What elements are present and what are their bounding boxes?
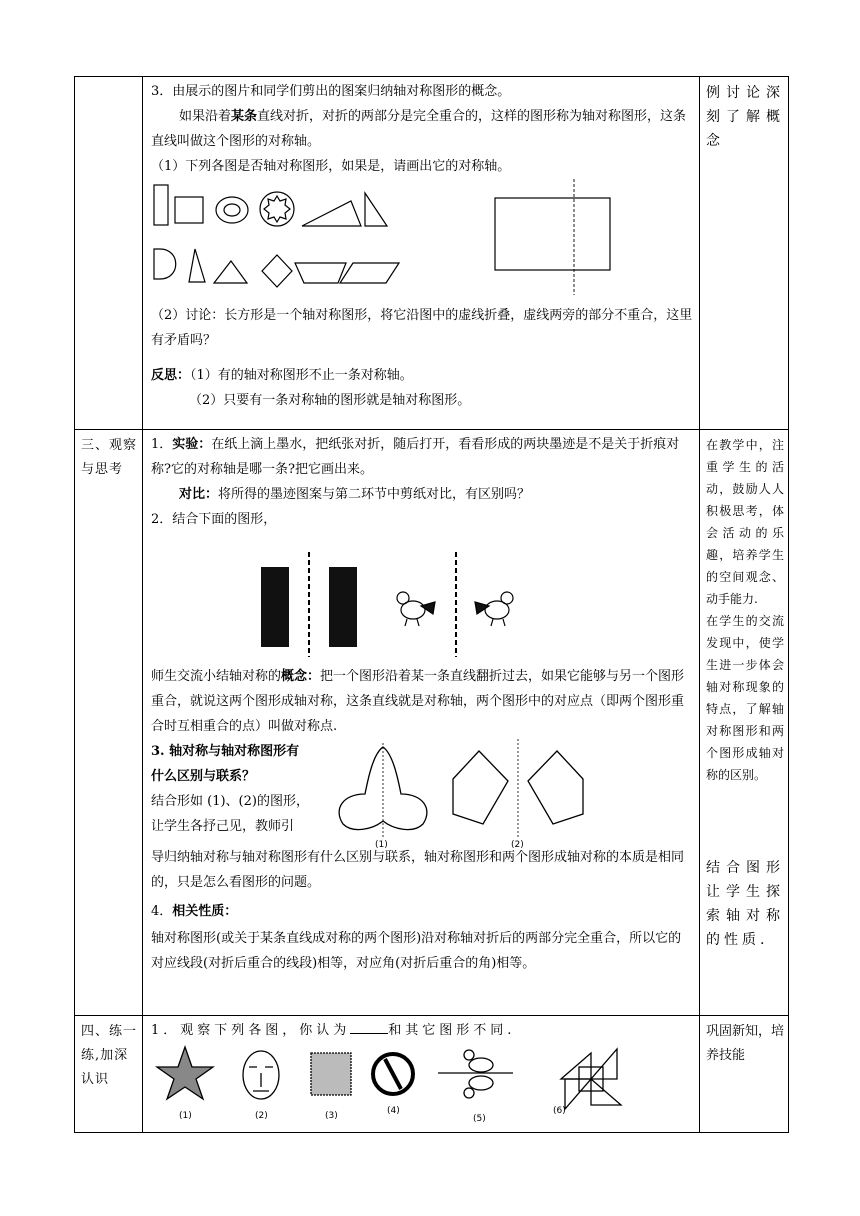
- exercise-figures: [151, 1043, 691, 1125]
- trapezoid-shape: [295, 263, 346, 283]
- note-cell: 在教学中，注重学生的活动，鼓励人人积极思考，体会活动的乐趣，培养学生的空间观念、动手能力. 在学生的交流发现中，使学生进一步体会轴对称现象的特点，了解轴对称图形和两个图形成轴对称的区别。 结合图形让学生探索轴对称的性质.: [700, 430, 789, 1016]
- stage-cell: [75, 77, 143, 430]
- rectangle-with-dashed-line: [495, 198, 610, 270]
- pinwheel-icon: [561, 1049, 621, 1109]
- fig-label: (2): [255, 1111, 268, 1121]
- fig-label-1: (1): [375, 840, 388, 849]
- content-cell: [143, 430, 700, 1016]
- note-cell: 例讨论深刻了解概念: [700, 77, 789, 430]
- item3-block: 3. 轴对称与轴对称图形有 什么区别与联系？ 结合形如 (1)、(2)的图形， 让学生各抒己见，教师引 (1) (2): [151, 739, 693, 845]
- reflection-1: 反思：（1）有的轴对称图形不止一条对称轴。: [151, 368, 413, 383]
- fig-label-2: (2): [511, 840, 524, 849]
- lesson-plan-table: [74, 76, 789, 1133]
- table-row: [75, 430, 789, 1016]
- item4-text: 轴对称图形(或关于某条直线成对称的两个图形)沿对称轴对折后的两部分完全重合，所以它的对应线段(对折后重合的线段)相等，对应角(对折后重合的角)相等。: [151, 931, 682, 971]
- square-shape: [175, 197, 203, 223]
- equilateral-triangle-shape: [214, 261, 247, 283]
- note-cell: 巩固新知，培养技能: [700, 1016, 789, 1133]
- d-shape: [154, 249, 176, 279]
- content-cell: [143, 1016, 700, 1133]
- item3-conclusion: 导归纳轴对称与轴对称图形有什么区别与联系，轴对称图形和两个图形成轴对称的本质是相同的，只是怎么看图形的问题。: [151, 850, 685, 890]
- content-cell: [143, 77, 700, 430]
- isosceles-triangle-shape: [189, 249, 205, 282]
- tall-rectangle-shape: [154, 185, 168, 225]
- ink-blot-left: [261, 567, 289, 647]
- fig-label: (3): [325, 1111, 338, 1121]
- experiment-text: 1．实验：在纸上滴上墨水，把纸张对折，随后打开，看看形成的两块墨迹是不是关于折痕对称?它的对称轴是哪一条?把它画出来。: [151, 437, 680, 477]
- ink-blot-right: [329, 567, 357, 647]
- quad-left-shape: [453, 751, 508, 824]
- stage-cell: 四、练一练,加深认识: [75, 1016, 143, 1133]
- exercise-question: 1．观察下列各图，你认为 和其它图形不同.: [151, 1023, 516, 1038]
- bird-left-icon: [397, 592, 435, 626]
- quad-right-shape: [528, 751, 583, 824]
- shapes-figure: [151, 179, 691, 299]
- fig-label: (1): [179, 1111, 192, 1121]
- obtuse-triangle-shape: [302, 201, 361, 226]
- star-icon: [157, 1047, 213, 1099]
- question-1: （1）下列各图是否轴对称图形，如果是，请画出它的对称轴。: [151, 159, 511, 174]
- parallelogram-shape: [340, 263, 399, 283]
- fig-label: (5): [473, 1114, 486, 1124]
- question-2: （2）讨论：长方形是一个轴对称图形，将它沿图中的虚线折叠，虚线两旁的部分不重合，这里有矛盾吗？: [151, 308, 693, 348]
- reflection-2: （2）只要有一条对称轴的图形就是轴对称图形。: [189, 393, 471, 408]
- symmetry-figure: [333, 739, 613, 849]
- table-row: [75, 1016, 789, 1133]
- ink-blot-figure: [151, 532, 691, 662]
- rhombus-shape: [262, 255, 292, 287]
- fig-label: (4): [387, 1106, 400, 1116]
- item3-title: 3．由展示的图片和同学们剪出的图案归纳轴对称图形的概念。: [151, 84, 511, 99]
- right-triangle-shape: [365, 193, 387, 226]
- stage-cell: 三、观察与思考: [75, 430, 143, 1016]
- noise-square-icon: [311, 1053, 351, 1095]
- ring-shape: [216, 197, 248, 223]
- compare-text: 对比：将所得的墨迹图案与第二环节中剪纸对比，有区别吗？: [179, 487, 531, 502]
- fig-label: (6): [553, 1106, 566, 1116]
- duck-reflection-icon: [438, 1050, 513, 1098]
- item4-title: 4．相关性质：: [151, 904, 238, 919]
- concept-text: 师生交流小结轴对称的概念：把一个图形沿着某一条直线翻折过去，如果它能够与另一个图形重合，就说这两个图形成轴对称，这条直线就是对称轴，两个图形中的对应点（即两个图形重合时互相重合的点）叫做对称点.: [151, 669, 685, 734]
- bird-right-icon: [475, 592, 513, 626]
- item2-text: 2．结合下面的图形，: [151, 512, 277, 527]
- definition-text: 如果沿着某条直线对折，对折的两部分是完全重合的，这样的图形称为轴对称图形，这条直线叫做这个图形的对称轴。: [151, 109, 687, 149]
- table-row: [75, 77, 789, 430]
